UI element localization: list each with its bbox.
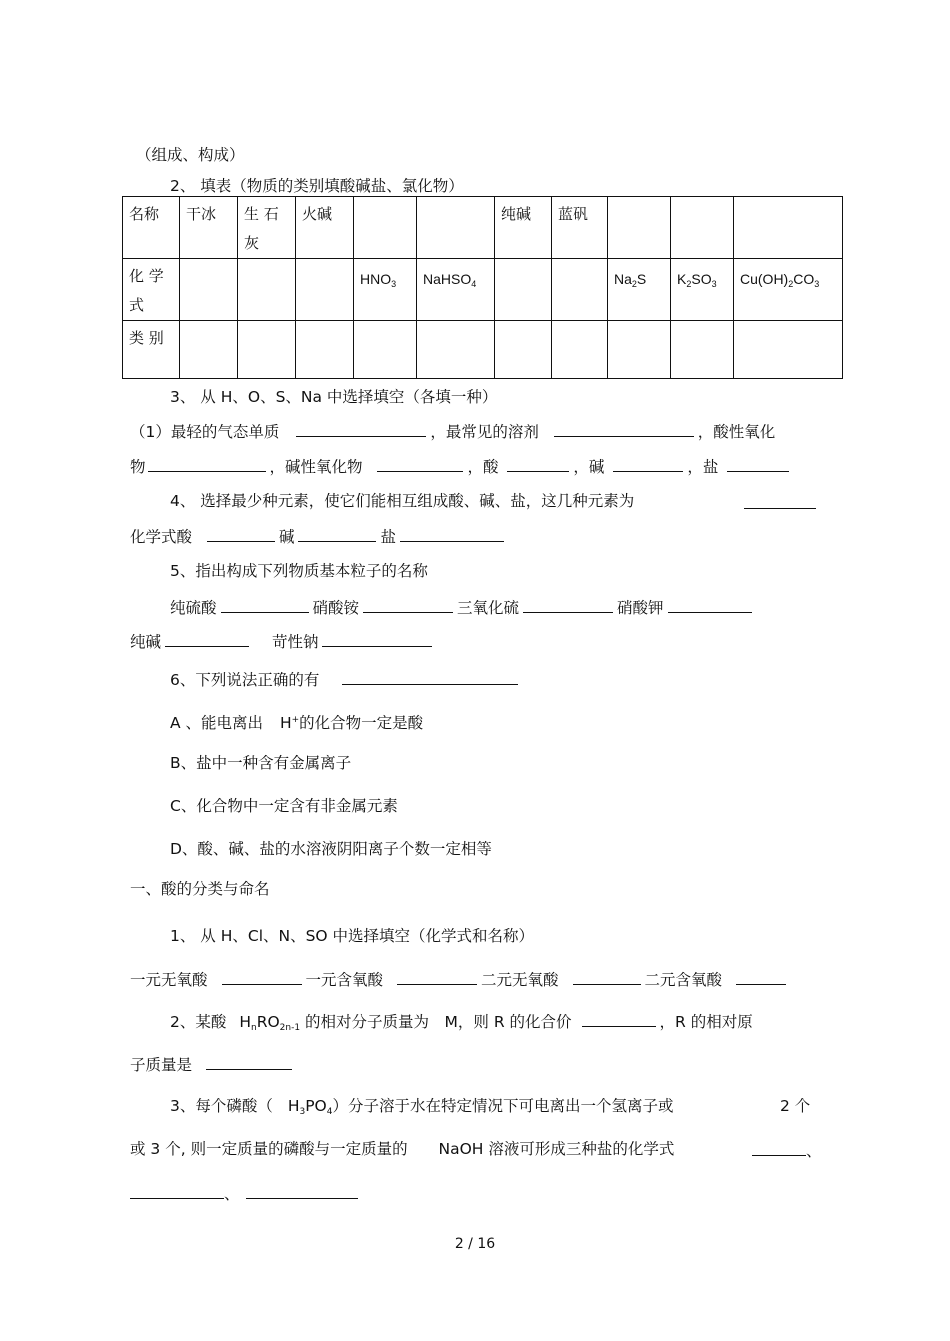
cell-dry-ice: 干冰 — [180, 197, 238, 259]
option-b: B、盐中一种含有金属离子 — [170, 754, 352, 772]
q6-title: 6、下列说法正确的有 — [170, 671, 320, 689]
section-1-question-3 — [170, 1096, 674, 1122]
cell-blank[interactable] — [671, 197, 734, 259]
answer-blank[interactable] — [222, 968, 302, 985]
ion-symbol: H — [279, 714, 292, 732]
question-4-line-2 — [130, 525, 508, 547]
question-2-title: 2、 填表（物质的类别填酸碱盐、氯化物） — [170, 177, 464, 195]
q3-base-oxide-label: ，碱性氧化物 — [269, 458, 363, 476]
question-5-line-1 — [170, 596, 756, 618]
q5-ammonium-nitrate-label: 硝酸铵 — [312, 599, 360, 617]
q3s-text-end: 2 个 — [780, 1097, 811, 1115]
formula-part: H — [287, 1097, 300, 1115]
cell-blank[interactable] — [734, 321, 843, 379]
section-1-question-3-cont — [130, 1139, 674, 1159]
q4-base-label: 碱 — [278, 528, 295, 546]
q3s-text: ）分子溶于水在特定情况下可电离出一个氢离子或 — [332, 1097, 674, 1115]
q5-sulfur-trioxide-label: 三氧化硫 — [457, 599, 520, 617]
q4-salt-label: 盐 — [380, 528, 396, 546]
q2-text-2: ，R 的相对原 — [659, 1013, 753, 1031]
answer-blank[interactable] — [573, 968, 641, 985]
cell-cuoh2co3: $Cu(OH)_2CO_3$ — [734, 259, 843, 321]
question-5-line-2 — [130, 630, 436, 652]
q3s-text-2: 或 3 个, 则一定质量的磷酸与一定质量的 — [130, 1140, 408, 1158]
cell-blank[interactable] — [354, 321, 417, 379]
answer-blank[interactable] — [727, 455, 789, 472]
page-number: 2 / 16 — [454, 1236, 496, 1252]
answer-blank[interactable] — [148, 455, 266, 472]
cell-blank[interactable] — [180, 259, 238, 321]
section-1-question-2 — [170, 1010, 753, 1038]
section-1-question-1-blanks — [130, 968, 790, 990]
answer-blank[interactable] — [130, 1182, 224, 1199]
cell-blank[interactable] — [671, 321, 734, 379]
option-a-text: A 、能电离出 — [170, 714, 264, 732]
option-d: D、酸、碱、盐的水溶液阴阳离子个数一定相等 — [170, 840, 492, 858]
formula-sub: n — [250, 1023, 257, 1033]
section-1-question-3-blanks — [130, 1182, 362, 1204]
option-a — [170, 710, 423, 733]
cell-hno3: $HNO_3$ — [354, 259, 417, 321]
formula-part: PO — [305, 1097, 327, 1115]
cell-soda-ash: 纯碱 — [495, 197, 552, 259]
cell-blank[interactable] — [296, 259, 354, 321]
cell-blank[interactable] — [495, 321, 552, 379]
ion-charge: + — [291, 715, 300, 725]
question-4-line-1 — [170, 491, 634, 511]
q3s-label: 3、每个磷酸（ — [170, 1097, 273, 1115]
cell-blank[interactable] — [180, 321, 238, 379]
answer-blank[interactable] — [298, 525, 376, 542]
answer-blank[interactable] — [207, 525, 275, 542]
q3-acid-oxide-label: ，酸性氧化 — [697, 423, 776, 441]
section-1-question-2-cont — [130, 1053, 296, 1075]
cell-blank[interactable] — [552, 259, 608, 321]
q2-text-3: 子质量是 — [130, 1056, 193, 1074]
answer-blank[interactable] — [377, 455, 463, 472]
question-3-title: 3、 从 H、O、S、Na 中选择填空（各填一种） — [170, 388, 498, 406]
q5-potassium-nitrate-label: 硝酸钾 — [617, 599, 664, 617]
q3-lightest-gas-label: （1）最轻的气态单质 — [130, 423, 280, 441]
cell-blank[interactable] — [734, 197, 843, 259]
q5-sulfuric-acid-label: 纯硫酸 — [170, 599, 217, 617]
cell-blank[interactable] — [417, 197, 495, 259]
header-name: 名称 — [123, 197, 180, 259]
q2-label: 2、某酸 — [170, 1013, 227, 1031]
cell-blank[interactable] — [608, 321, 671, 379]
formula-part: RO — [256, 1013, 280, 1031]
cell-k2so3: $K_2SO_3$ — [671, 259, 734, 321]
section-heading: 一、酸的分类与命名 — [130, 880, 270, 898]
cell-quicklime: 生 石 灰 — [238, 197, 296, 259]
q3-salt-label: ，盐 — [687, 458, 719, 476]
separator: 、 — [224, 1185, 240, 1203]
answer-blank[interactable] — [363, 596, 453, 613]
cell-na2s: $Na_2S$ — [608, 259, 671, 321]
phosphoric-acid-formula — [288, 1097, 333, 1115]
q3s-text-3: NaOH 溶液可形成三种盐的化学式 — [438, 1140, 675, 1158]
answer-blank[interactable] — [206, 1053, 292, 1070]
answer-blank[interactable] — [165, 630, 249, 647]
question-3-line-2 — [130, 455, 793, 477]
cell-blue-vitriol: 蓝矾 — [552, 197, 608, 259]
question-5-title: 5、指出构成下列物质基本粒子的名称 — [170, 562, 428, 580]
answer-blank[interactable] — [523, 596, 613, 613]
intro-line: （组成、构成） — [136, 146, 245, 164]
q2-text: 的相对分子质量为 M，则 R 的化合价 — [305, 1013, 572, 1031]
question-3-blank-1 — [752, 1139, 822, 1161]
q5-caustic-soda-label: 苛性钠 — [271, 633, 319, 651]
q5-soda-ash-label: 纯碱 — [130, 633, 162, 651]
answer-blank[interactable] — [400, 525, 504, 542]
section-1-question-1: 1、 从 H、Cl、N、SO 中选择填空（化学式和名称） — [170, 927, 535, 945]
option-a-ion — [280, 714, 299, 732]
answer-blank[interactable] — [507, 455, 569, 472]
header-formula: 化 学 式 — [123, 259, 180, 321]
question-6-line — [170, 668, 522, 690]
cell-blank[interactable] — [238, 321, 296, 379]
q4-text: 4、 选择最少种元素，使它们能相互组成酸、碱、盐，这几种元素为 — [170, 492, 635, 510]
option-c: C、化合物中一定含有非金属元素 — [170, 797, 398, 815]
formula-sub: 2n-1 — [279, 1023, 301, 1033]
answer-blank[interactable] — [582, 1010, 656, 1027]
answer-blank[interactable] — [554, 420, 694, 437]
answer-blank[interactable] — [752, 1139, 806, 1156]
formula-part: H — [239, 1013, 251, 1031]
cell-blank[interactable] — [417, 321, 495, 379]
answer-blank[interactable] — [342, 668, 518, 685]
answer-blank[interactable] — [296, 420, 426, 437]
question-3-line-1 — [130, 420, 775, 442]
formula-sub: 3 — [299, 1107, 306, 1117]
formula-sub: 4 — [326, 1107, 333, 1117]
oxyacid-dibasic-label: 二元含氧酸 — [644, 971, 723, 989]
answer-blank[interactable] — [221, 596, 309, 613]
q4-acid-label: 化学式酸 — [130, 528, 193, 546]
cell-blank[interactable] — [552, 321, 608, 379]
answer-blank[interactable] — [246, 1182, 358, 1199]
acid-formula — [239, 1013, 300, 1031]
q3-label: 物 — [130, 458, 146, 476]
cell-caustic-soda: 火碱 — [296, 197, 354, 259]
q3-base-label: ，碱 — [573, 458, 605, 476]
option-a-text-2: 的化合物一定是酸 — [299, 714, 424, 732]
cell-blank[interactable] — [495, 259, 552, 321]
cell-blank[interactable] — [354, 197, 417, 259]
q3-solvent-label: ，最常见的溶剂 — [430, 423, 539, 441]
cell-blank[interactable] — [296, 321, 354, 379]
answer-blank[interactable] — [736, 968, 786, 985]
answer-blank[interactable] — [322, 630, 432, 647]
answer-blank[interactable] — [613, 455, 683, 472]
answer-blank[interactable] — [744, 492, 816, 509]
separator: 、 — [806, 1142, 822, 1160]
answer-blank[interactable] — [397, 968, 477, 985]
answer-blank[interactable] — [668, 596, 752, 613]
oxyacid-monobasic-label: 一元含氧酸 — [305, 971, 384, 989]
header-category: 类 别 — [123, 321, 180, 379]
fill-table — [122, 196, 843, 379]
cell-blank[interactable] — [238, 259, 296, 321]
q3-acid-label: ，酸 — [467, 458, 499, 476]
oxygen-free-dibasic-label: 二元无氧酸 — [481, 971, 559, 989]
cell-blank[interactable] — [608, 197, 671, 259]
cell-nahso4: NaHSO$_4$ — [417, 259, 495, 321]
oxygen-free-monobasic-label: 一元无氧酸 — [130, 971, 208, 989]
